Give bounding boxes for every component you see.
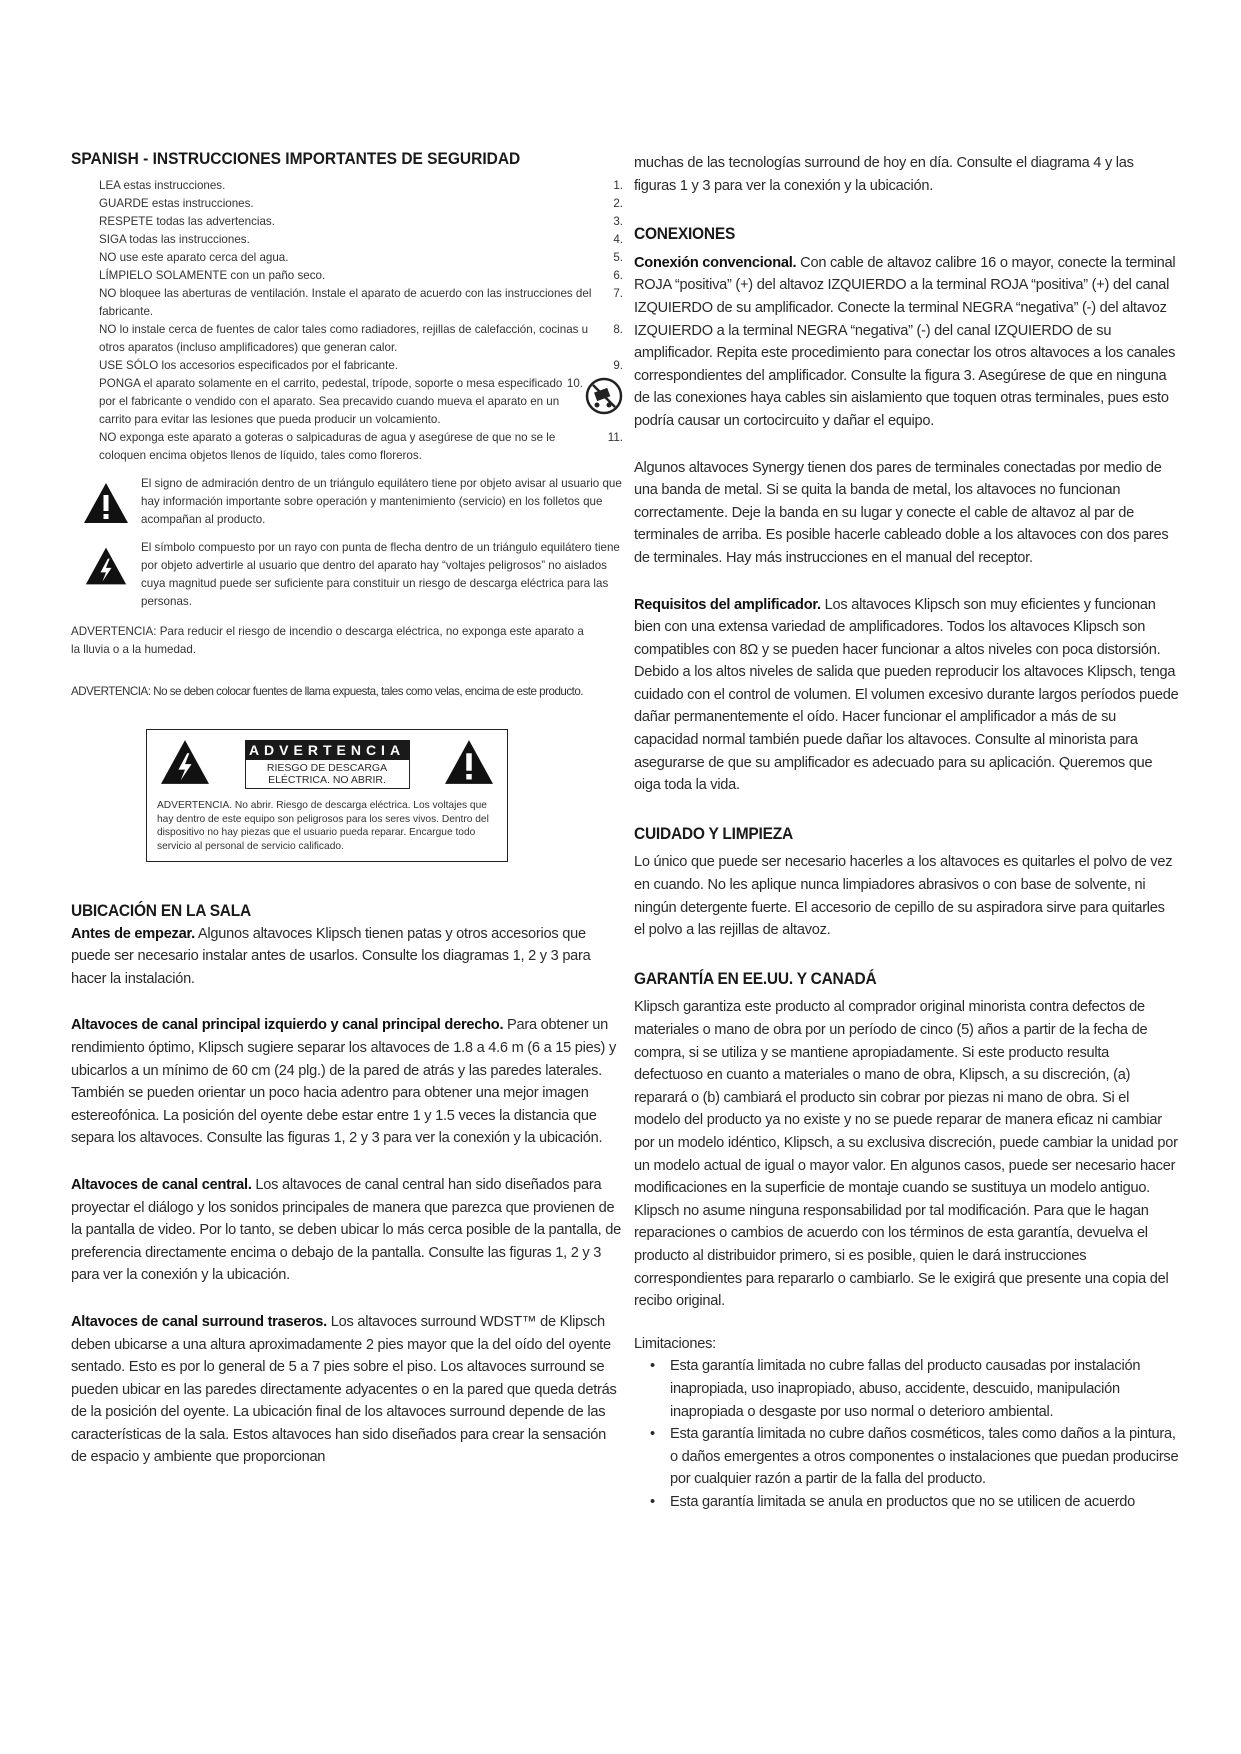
- warning-flame: ADVERTENCIA: No se deben colocar fuentes de llama expuesta, tales como velas, encima de este producto.: [71, 685, 584, 698]
- conexiones-title: CONEXIONES: [634, 225, 736, 244]
- safety-title: SPANISH - INSTRUCCIONES IMPORTANTES DE SEGURIDAD: [71, 150, 521, 168]
- continued-paragraph: muchas de las tecnologías surround de hoy en día. Consulte el diagrama 4 y las figuras 1 y 3 para ver la conexión y la ubicación.: [634, 155, 1134, 194]
- cuidado-paragraph: Lo único que puede ser necesario hacerles a los altavoces es quitarles el polvo de vez en cuando. No les aplique nunca limpiadores abrasivos o con base de solvente, ni ningún detergente fuerte. El accesorio de cepillo de su aspiradora sirve para quitarles el polvo a las rejillas de altavoz.: [634, 854, 1173, 939]
- lightning-triangle-icon: [157, 738, 213, 791]
- warning-rain: ADVERTENCIA: Para reducir el riesgo de incendio o descarga eléctrica, no exponga este aparato a la lluvia o a la humedad.: [71, 625, 584, 656]
- requisitos-paragraph: Requisitos del amplificador. Los altavoces Klipsch son muy eficientes y funcionan bien con una extensa variedad de amplificadores. Todos los altavoces Klipsch son compatibles con 8Ω y se pueden hacer funcionar a altos niveles con poca distorsión. Debido a los altos niveles de salida que pueden reproducir los altavoces Klipsch, tenga cuidado con el control de volumen. El volumen excesivo durante largos períodos puede dañar permanentemente el oído. Hacer funcionar el amplificador a más de su capacidad normal también puede dañar los altavoces. Consulte al minorista para asegurarse de que su amplificador es adecuado para su aplicación. Queremos que oiga toda la vida.: [634, 596, 1179, 794]
- exclamation-note: El signo de admiración dentro de un triángulo equilátero tiene por objeto avisar al usuario que hay información importante sobre operación y mantenimiento (servicio) en los folletos que acompañan al producto.: [71, 475, 623, 529]
- list-item: LEA estas instrucciones. 1.: [99, 179, 623, 192]
- exclamation-triangle-icon: [71, 475, 141, 525]
- garantia-title: GARANTÍA EN EE.UU. Y CANADÁ: [634, 969, 877, 988]
- right-column: [634, 152, 1179, 1513]
- list-item: • Esta garantía limitada no cubre daños cosméticos, tales como daños a la pintura, o daños emergentes a otros componentes o instalaciones que puedan producirse por cualquier razón a partir de la falla del producto.: [650, 1426, 1179, 1488]
- limitaciones-label: Limitaciones:: [634, 1335, 716, 1352]
- list-item: USE SÓLO los accesorios especificados por el fabricante. 9.: [99, 359, 623, 372]
- convencional-paragraph: Conexión convencional. Con cable de altavoz calibre 16 o mayor, conecte la terminal ROJA “positiva” (+) del altavoz IZQUIERDO a la terminal ROJA “positiva” (+) del canal IZQUIERDO de su amplificador. Conecte la terminal NEGRA “negativa” (-) del altavoz IZQUIERDO a la terminal NEGRA “negativa” (-) del canal IZQUIERDO de su amplificador. Repita este procedimiento para conectar los otros altavoces a los canales correspondientes del amplificador. Consulte la figura 3. Asegúrese de que en ninguna de las conexiones haya cables sin aislamiento que toquen otras terminales, pues esto podría causar un cortocircuito y dañar el equipo.: [634, 254, 1176, 429]
- surround-paragraph: Altavoces de canal surround traseros. Los altavoces surround WDST™ de Klipsch deben ubicarse a una altura aproximadamente 2 pies mayor que la del oído del oyente sentado. Esto es por lo general de 5 a 7 pies sobre el piso. Los altavoces surround se pueden ubicar en las paredes directamente adyacentes o en la pared que queda detrás de la posición del oyente. La ubicación final de los altavoces surround depende de las características de la sala. Estos altavoces han sido diseñados para crear la sensación de espacio y ambiente que proporcionan: [71, 1313, 617, 1466]
- cart-tip-icon: [585, 377, 623, 421]
- exclamation-triangle-icon: [441, 738, 497, 791]
- list-item: • Esta garantía limitada se anula en productos que no se utilicen de acuerdo: [650, 1493, 1136, 1510]
- list-item: PONGA el aparato solamente en el carrito, pedestal, trípode, soporte o mesa especificado por el fabricante o vendido con el aparato. Sea precavido cuando mueva el aparato en un carrito para evitar las lesiones que pueda producir un volcamiento. 10.: [71, 375, 623, 429]
- central-paragraph: Altavoces de canal central. Los altavoces de canal central han sido diseñados para proyectar el diálogo y los sonidos principales de manera que parezca que provienen de la pantalla de video. Por lo tanto, se deben ubicar lo más cerca posible de la pantalla, de preferencia directamente encima o debajo de la pantalla. Consulte las figuras 1, 2 y 3 para ver la conexión y la ubicación.: [71, 1176, 622, 1284]
- limitaciones-list: [634, 1355, 1179, 1513]
- principal-paragraph: Altavoces de canal principal izquierdo y canal principal derecho. Para obtener un rendimiento óptimo, Klipsch sugiere separar los altavoces de 1.8 a 4.6 m (6 a 15 pies) y ubicarlos a un mínimo de 60 cm (24 plg.) de la pared de atrás y las paredes laterales. También se pueden orientar un poco hacia adentro para obtener una mejor imagen estereofónica. La posición del oyente debe estar entre 1 y 1.5 veces la distancia que separa los altavoces. Consulte las figuras 1, 2 y 3 para ver la conexión y la ubicación.: [71, 1017, 617, 1147]
- safety-list: [71, 177, 623, 465]
- list-item: NO lo instale cerca de fuentes de calor tales como radiadores, rejillas de calefacción, cocinas u otros aparatos (incluso amplificadores) que generan calor. 8.: [99, 323, 623, 354]
- list-item: NO use este aparato cerca del agua. 5.: [99, 251, 623, 264]
- warning-box-description: ADVERTENCIA. No abrir. Riesgo de descarga eléctrica. Los voltajes que hay dentro de este equipo son peligrosos para los seres vivos. Dentro del dispositivo no hay piezas que el usuario pueda reparar. Encargue todo servicio al personal de servicio calificado.: [157, 800, 489, 852]
- list-item: SIGA todas las instrucciones. 4.: [99, 233, 623, 246]
- synergy-paragraph: Algunos altavoces Synergy tienen dos pares de terminales conectadas por medio de una banda de metal. Si se quita la banda de metal, los altavoces no funcionan correctamente. Deje la banda en su lugar y conecte el cable de altavoz al par de terminales de arriba. Es posible hacerle cableado doble a los altavoces con dos pares de terminales. Hay más instrucciones en el manual del receptor.: [634, 459, 1169, 566]
- warning-sub: RIESGO DE DESCARGA ELÉCTRICA. NO ABRIR.: [245, 760, 410, 789]
- lightning-triangle-icon: [71, 539, 141, 587]
- warning-banner: ADVERTENCIA: [245, 740, 410, 760]
- list-item: • Esta garantía limitada no cubre fallas del producto causadas por instalación inapropiada, uso inapropiado, abuso, accidente, descuido, manipulación inapropiada o desgaste por uso normal o deterioro ambiental.: [650, 1358, 1141, 1420]
- list-item: NO bloquee las aberturas de ventilación. Instale el aparato de acuerdo con las instrucciones del fabricante. 7.: [99, 287, 623, 318]
- left-column: [71, 150, 623, 1469]
- list-item: RESPETE todas las advertencias. 3.: [99, 215, 623, 228]
- cuidado-title: CUIDADO Y LIMPIEZA: [634, 824, 793, 843]
- list-item: NO exponga este aparato a goteras o salpicaduras de agua y asegúrese de que no se le coloquen encima objetos llenos de líquido, tales como floreros. 11.: [99, 431, 623, 462]
- warning-box: [146, 729, 508, 862]
- list-item: LÍMPIELO SOLAMENTE con un paño seco. 6.: [99, 269, 623, 282]
- lightning-note: El símbolo compuesto por un rayo con punta de flecha dentro de un triángulo equilátero tiene por objeto advertirle al usuario que dentro del aparato hay “voltajes peligrosos” no aislados cuya magnitud puede ser suficiente para constituir un riesgo de descarga eléctrica para las personas.: [71, 539, 623, 611]
- antes-paragraph: Antes de empezar. Algunos altavoces Klipsch tienen patas y otros accesorios que puede ser necesario instalar antes de usarlos. Consulte los diagramas 1, 2 y 3 para hacer la instalación.: [71, 925, 591, 987]
- garantia-paragraph: Klipsch garantiza este producto al comprador original minorista contra defectos de materiales o mano de obra por un período de cinco (5) años a partir de la fecha de compra, si se utiliza y se mantiene apropiadamente. Si este producto resulta defectuoso en cuanto a materiales o mano de obra, Klipsch, a su discreción, (a) reparará o (b) cambiará el producto sin cobrar por piezas ni mano de obra. Si el modelo del producto ya no existe y no se puede reparar de manera eficaz ni cambiar por un modelo idéntico, Klipsch, a su exclusiva discreción, puede cambiar la unidad por un modelo actual de igual o mayor valor. En algunos casos, puede ser necesario hacer modificaciones en la superficie de montaje cuando se sustituya un modelo antiguo. Klipsch no asume ninguna responsabilidad por tal modificación. Para que le hagan reparaciones o cambios de acuerdo con los términos de esta garantía, devuelva el producto al distribuidor primero, si es posible, quien le dará instrucciones correspondientes para repararlo o cambiarlo. Se le exigirá que presente una copia del recibo original.: [634, 999, 1178, 1310]
- list-item: GUARDE estas instrucciones. 2.: [99, 197, 623, 210]
- ubicacion-title: UBICACIÓN EN LA SALA: [71, 902, 251, 920]
